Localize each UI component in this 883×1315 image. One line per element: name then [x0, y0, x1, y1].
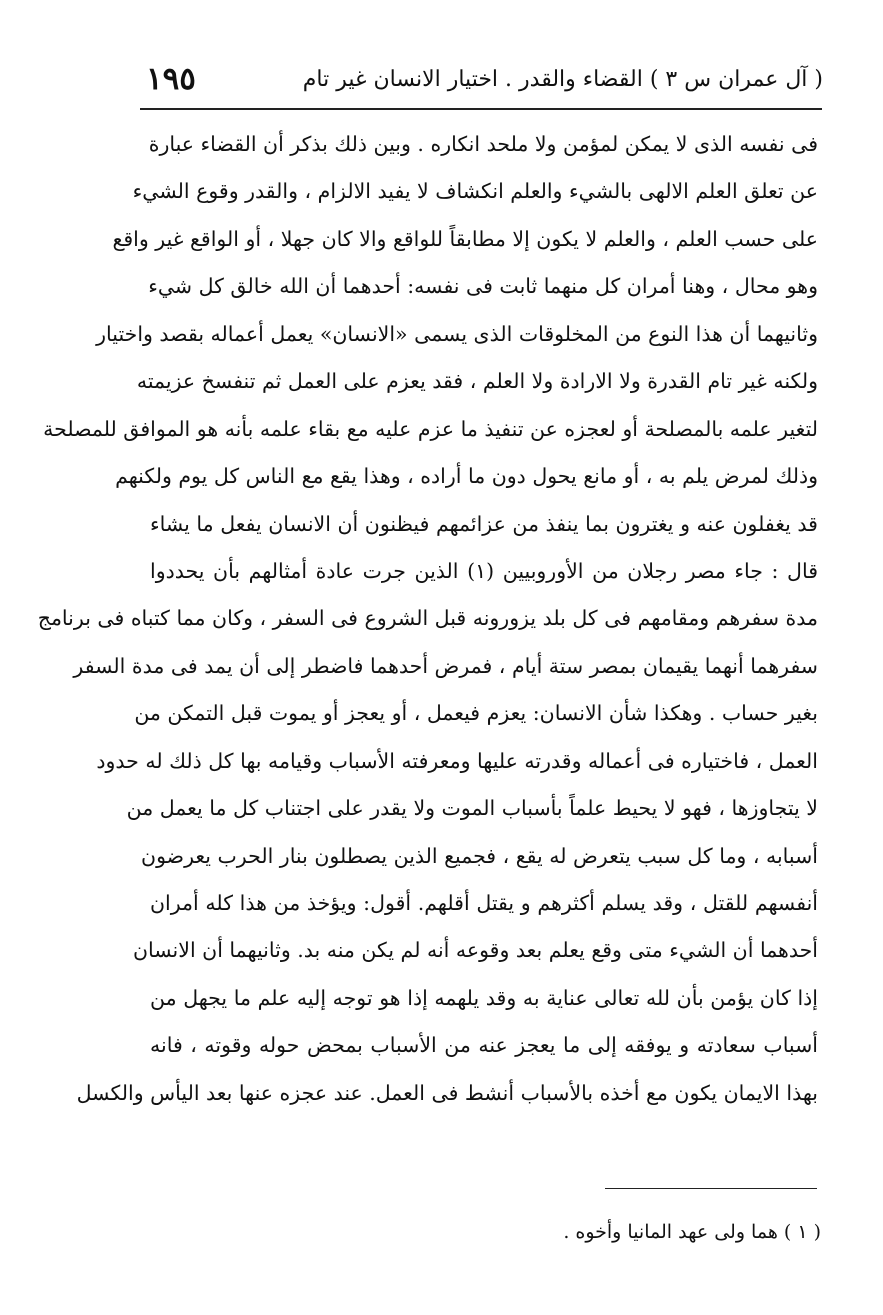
footnote-rule	[605, 1188, 817, 1189]
text-line: مدة سفرهم ومقامهم فى كل بلد يزورونه قبل الشروع فى السفر ، وكان مما كتباه فى برنامج	[37, 606, 818, 631]
text-line: أسباب سعادته و يوفقه إلى ما يعجز عنه من الأسباب بمحض حوله وقوته ، فانه	[150, 1033, 818, 1058]
text-line: بهذا الايمان يكون مع أخذه بالأسباب أنشط فى العمل. عند عجزه عنها بعد اليأس والكسل	[76, 1080, 818, 1105]
text-line: ولكنه غير تام القدرة ولا الارادة ولا العلم ، فقد يعزم على العمل ثم تنفسخ عزيمته	[136, 369, 818, 394]
text-line: سفرهما أنهما يقيمان بمصر ستة أيام ، فمرض أحدهما فاضطر إلى أن يمد فى مدة السفر	[73, 653, 818, 678]
text-line: لا يتجاوزها ، فهو لا يحيط علماً بأسباب الموت ولا يقدر على اجتناب كل ما يعمل من	[126, 796, 818, 821]
page-number: ١٩٥	[146, 61, 196, 97]
text-line: أحدهما أن الشيء متى وقع يعلم بعد وقوعه أنه لم يكن منه بد. وثانيهما أن الانسان	[132, 938, 818, 963]
header-rule	[140, 108, 822, 110]
text-line: العمل ، فاختياره فى أعماله وقدرته عليها ومعرفته الأسباب وقيامه بها كل ذلك له حدود	[96, 748, 818, 773]
text-line: بغير حساب . وهكذا شأن الانسان: يعزم فيعمل ، أو يعجز أو يموت قبل التمكن من	[134, 701, 818, 726]
text-line: وذلك لمرض يلم به ، أو مانع يحول دون ما أراده ، وهذا يقع مع الناس كل يوم ولكنهم	[115, 464, 818, 489]
text-line: وثانيهما أن هذا النوع من المخلوقات الذى يسمى «الانسان» يعمل أعماله بقصد واختيار	[96, 321, 818, 346]
text-line: عن تعلق العلم الالهى بالشيء والعلم انكشاف لا يفيد الالزام ، والقدر وقوع الشيء	[132, 179, 818, 204]
running-head: ( آل عمران س ٣ ) القضاء والقدر . اختيار الانسان غير تام	[302, 66, 823, 92]
text-line: إذا كان يؤمن بأن لله تعالى عناية به وقد يلهمه إذا هو توجه إليه علم ما يجهل من	[150, 985, 818, 1010]
text-line: لتغير علمه بالمصلحة أو لعجزه عن تنفيذ ما عزم عليه مع بقاء علمه بأنه هو الموافق للمصلحة	[43, 416, 818, 441]
text-line: وهو محال ، وهنا أمران كل منهما ثابت فى نفسه: أحدهما أن الله خالق كل شيء	[148, 274, 818, 299]
body-text	[37, 121, 818, 1117]
footnote: ( ١ ) هما ولى عهد المانيا وأخوه .	[563, 1221, 821, 1243]
text-line: قد يغفلون عنه و يغترون بما ينفذ من عزائمهم فيظنون أن الانسان يفعل ما يشاء	[150, 511, 818, 536]
text-line: أسبابه ، وما كل سبب يتعرض له يقع ، فجميع الذين يصطلون بنار الحرب يعرضون	[141, 843, 818, 868]
text-line: أنفسهم للقتل ، وقد يسلم أكثرهم و يقتل أقلهم. أقول: ويؤخذ من هذا كله أمران	[150, 891, 818, 915]
text-line: فى نفسه الذى لا يمكن لمؤمن ولا ملحد انكاره . وبين ذلك بذكر أن القضاء عبارة	[148, 132, 818, 156]
text-line: على حسب العلم ، والعلم لا يكون إلا مطابقاً للواقع والا كان جهلا ، أو الواقع غير واقع	[112, 226, 818, 251]
page-header	[146, 56, 823, 102]
text-line: قال : جاء مصر رجلان من الأوروبيين (١) الذين جرت عادة أمثالهم بأن يحددوا	[150, 558, 818, 583]
